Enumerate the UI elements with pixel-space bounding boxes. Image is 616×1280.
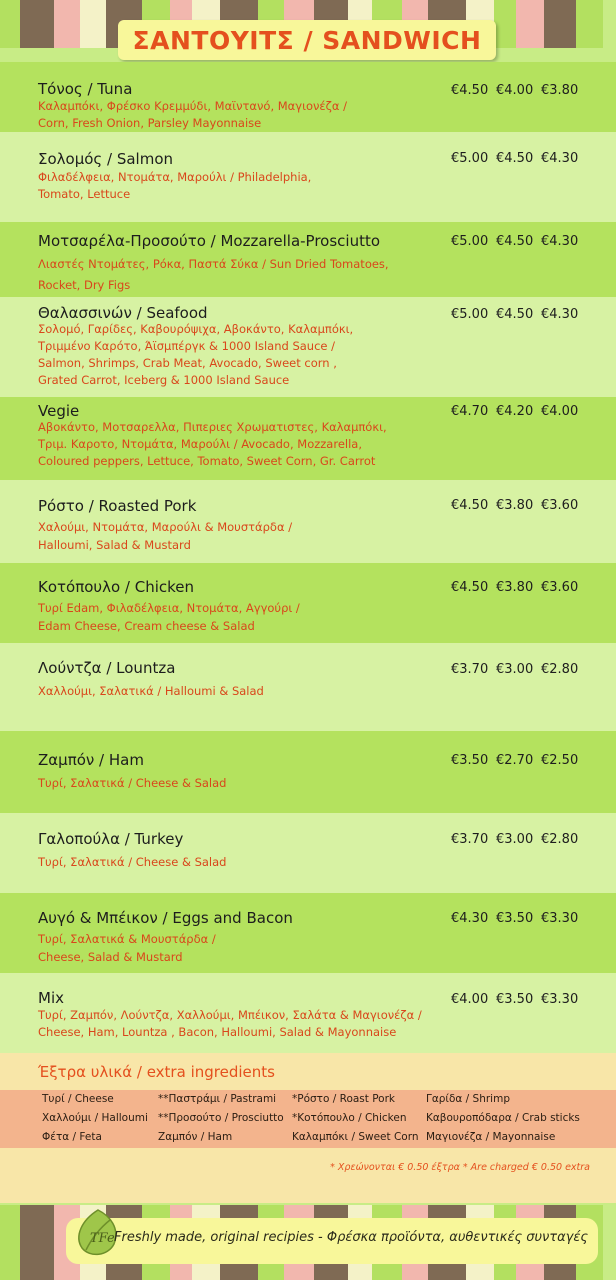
item-name: Ζαμπόν / Ham <box>38 751 144 769</box>
price-brown: €4.50 <box>496 307 534 322</box>
item-description: Τυρί Edam, Φιλαδέλφεια, Ντομάτα, Αγγούρι / Edam Cheese, Cream cheese & Salad <box>38 601 300 633</box>
price-brown: €4.50 <box>496 234 534 249</box>
item-name: Mix <box>38 989 64 1007</box>
price-brown: €3.00 <box>496 662 534 677</box>
extra-ingredient: Καβουροπόδαρα / Crab sticks <box>426 1112 580 1124</box>
price-white: €3.30 <box>541 911 579 926</box>
price-white: €2.50 <box>541 753 579 768</box>
price-village: €5.00 <box>451 307 489 322</box>
extras-title: Έξτρα υλικά / extra ingredients <box>38 1063 275 1081</box>
price-white: €4.30 <box>541 151 579 166</box>
price-village: €3.70 <box>451 832 489 847</box>
menu-item-ham <box>0 731 616 813</box>
price-brown: €3.50 <box>496 911 534 926</box>
price-white: €4.00 <box>541 404 579 419</box>
extra-ingredient: *Ρόστο / Roast Pork <box>292 1093 396 1105</box>
menu-item-roasted-pork <box>0 480 616 563</box>
item-name: Λούντζα / Lountza <box>38 659 176 677</box>
title-banner <box>118 20 496 60</box>
extra-ingredient: Καλαμπόκι / Sweet Corn <box>292 1131 419 1143</box>
extra-ingredient: Ζαμπόν / Ham <box>158 1131 233 1143</box>
price-brown: €2.70 <box>496 753 534 768</box>
item-description: Τυρί, Ζαμπόν, Λούντζα, Χαλλούμι, Μπέικον, Σαλάτα & Μαγιονέζα / Cheese, Ham, Lountza , Bacon, Halloumi, Salad & Mayonnaise <box>38 1008 422 1039</box>
price-white: €3.60 <box>541 498 579 513</box>
price-brown: €3.00 <box>496 832 534 847</box>
price-brown: €3.80 <box>496 580 534 595</box>
item-description: Τυρί, Σαλατικά & Μουστάρδα / Cheese, Salad & Mustard <box>38 932 216 964</box>
menu-item-lountza <box>0 643 616 731</box>
extras-grid <box>0 1090 616 1148</box>
item-description: Λιαστές Ντομάτες, Ρόκα, Παστά Σύκα / Sun Dried Tomatoes, Rocket, Dry Figs <box>38 257 389 292</box>
extra-ingredient: **Παστράμι / Pastrami <box>158 1093 277 1105</box>
item-description: Τυρί, Σαλατικά / Cheese & Salad <box>38 776 227 790</box>
item-description: Χαλούμι, Ντομάτα, Μαρούλι & Μουστάρδα / Halloumi, Salad & Mustard <box>38 520 293 552</box>
menu-item-turkey <box>0 813 616 893</box>
price-white: €2.80 <box>541 662 579 677</box>
extra-charge-note: * Χρεώνονται € 0.50 έξτρα * Are charged € 0.50 extra <box>330 1162 590 1173</box>
item-name: Γαλοπούλα / Turkey <box>38 830 184 848</box>
footer-tagline: Freshly made, original recipies - Φρέσκα προϊόντα, αυθεντικές συνταγές <box>114 1230 589 1245</box>
price-white: €3.60 <box>541 580 579 595</box>
price-village: €4.50 <box>451 580 489 595</box>
price-brown: €4.20 <box>496 404 534 419</box>
price-brown: €4.50 <box>496 151 534 166</box>
price-village: €4.50 <box>451 83 489 98</box>
item-description: Σολομό, Γαρίδες, Καβουρόψιχα, Αβοκάντο, Καλαμπόκι, Τριμμένο Καρότο, Άϊσμπέργκ & 1000 Island Sauce / Salmon, Shrimps, Crab Meat, Avocado, Sweet corn , Grated Carrot, Iceberg & 1000 Island Sauce <box>38 322 354 387</box>
menu-item-salmon <box>0 132 616 222</box>
price-brown: €3.50 <box>496 992 534 1007</box>
item-name: Vegie <box>38 402 80 420</box>
menu-item-mix <box>0 973 616 1053</box>
extra-ingredient: Χαλλούμι / Halloumi <box>42 1112 148 1124</box>
price-village: €4.70 <box>451 404 489 419</box>
menu-item-tuna <box>0 62 616 132</box>
price-white: €3.80 <box>541 83 579 98</box>
price-village: €4.30 <box>451 911 489 926</box>
extra-ingredient: Τυρί / Cheese <box>42 1093 114 1105</box>
price-white: €3.30 <box>541 992 579 1007</box>
price-brown: €4.00 <box>496 83 534 98</box>
price-village: €5.00 <box>451 234 489 249</box>
price-brown: €3.80 <box>496 498 534 513</box>
item-name: Τόνος / Tuna <box>38 80 133 98</box>
price-village: €4.50 <box>451 498 489 513</box>
menu-item-seafood <box>0 297 616 397</box>
price-village: €3.50 <box>451 753 489 768</box>
item-description: Φιλαδέλφεια, Ντομάτα, Μαρούλι / Philadelphia, Tomato, Lettuce <box>38 170 312 201</box>
item-name: Ρόστο / Roasted Pork <box>38 497 197 515</box>
menu-item-mozzarella-prosciutto <box>0 222 616 297</box>
price-white: €2.80 <box>541 832 579 847</box>
price-village: €3.70 <box>451 662 489 677</box>
menu-item-eggs-and-bacon <box>0 893 616 973</box>
page-title: ΣΑΝΤΟΥΙΤΣ / SANDWICH <box>132 26 482 55</box>
item-description: Αβοκάντο, Μοτσαρελλα, Πιπεριες Χρωματιστες, Καλαμπόκι, Τριμ. Καροτο, Ντομάτα, Μαρούλι / Avocado, Mozzarella, Coloured peppers, Lettuce, Tomato, Sweet Corn, Gr. Carrot <box>38 420 387 468</box>
extras-section <box>0 1053 616 1203</box>
price-white: €4.30 <box>541 307 579 322</box>
svg-text:TFe: TFe <box>90 1231 115 1246</box>
price-village: €5.00 <box>451 151 489 166</box>
item-description: Τυρί, Σαλατικά / Cheese & Salad <box>38 855 227 869</box>
item-description: Καλαμπόκι, Φρέσκο Κρεμμύδι, Μαϊντανό, Μαγιονέζα / Corn, Fresh Onion, Parsley Mayonnaise <box>38 99 348 130</box>
item-name: Κοτόπουλο / Chicken <box>38 578 195 596</box>
price-white: €4.30 <box>541 234 579 249</box>
price-village: €4.00 <box>451 992 489 1007</box>
item-name: Θαλασσινών / Seafood <box>38 304 208 322</box>
item-name: Αυγό & Μπέικον / Eggs and Bacon <box>38 909 293 927</box>
item-name: Σολομός / Salmon <box>38 150 173 168</box>
extra-ingredient: Φέτα / Feta <box>42 1131 102 1143</box>
menu-item-vegie <box>0 397 616 480</box>
extra-ingredient: *Κοτόπουλο / Chicken <box>292 1112 407 1124</box>
extra-ingredient: Μαγιονέζα / Mayonnaise <box>426 1131 556 1143</box>
extra-ingredient: Γαρίδα / Shrimp <box>426 1093 510 1105</box>
extra-ingredient: **Προσούτο / Prosciutto <box>158 1112 284 1124</box>
item-description: Χαλλούμι, Σαλατικά / Halloumi & Salad <box>38 684 264 698</box>
menu-item-chicken <box>0 563 616 643</box>
item-name: Μοτσαρέλα-Προσούτο / Mozzarella-Prosciutto <box>38 232 381 250</box>
